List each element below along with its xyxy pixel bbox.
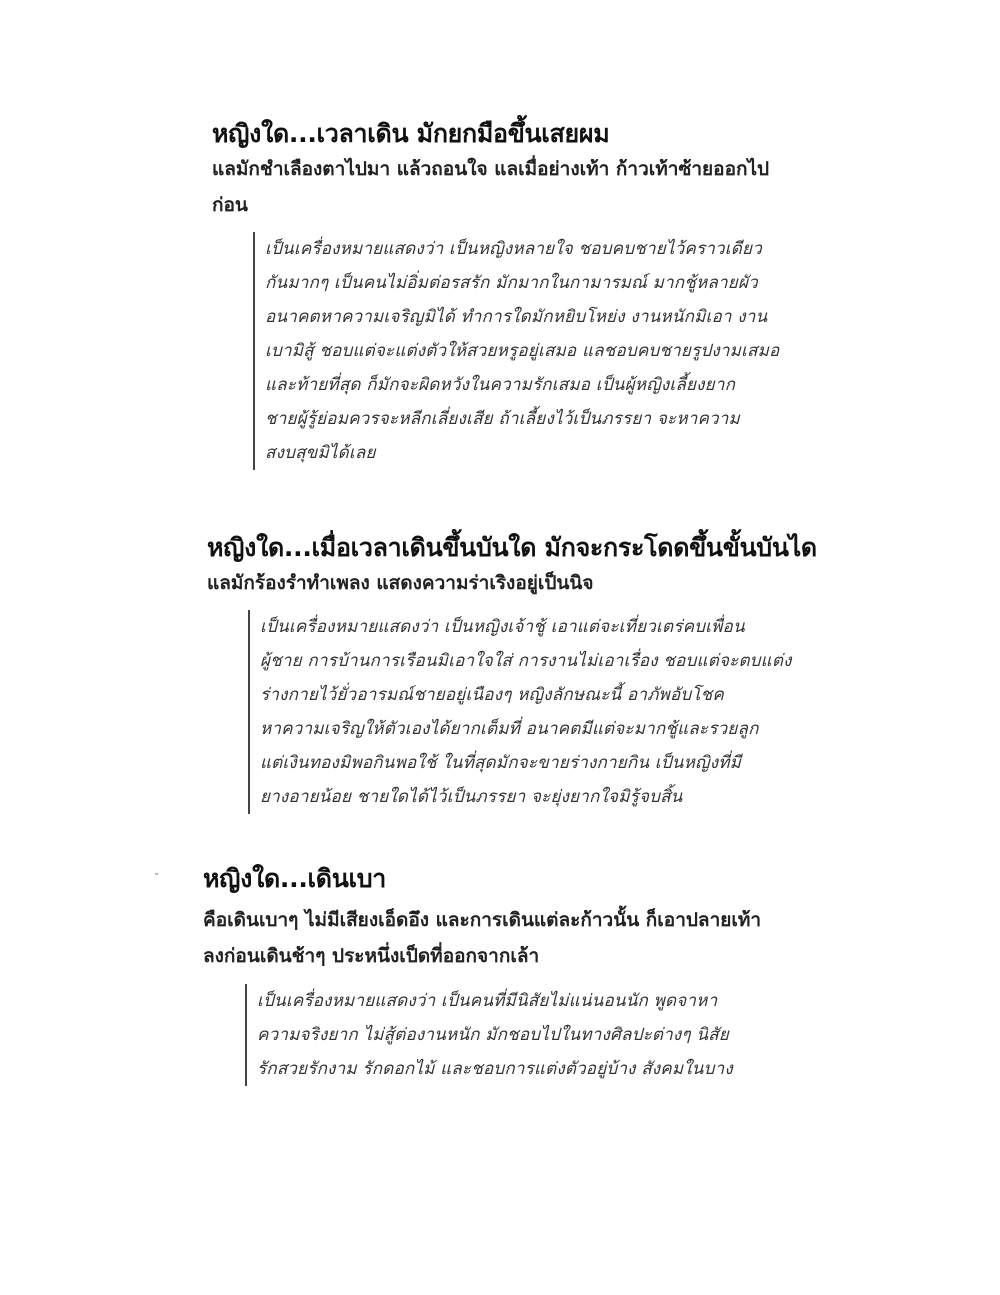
section-2-quote [248,610,830,814]
quote-line: ชายผู้รู้ย่อมควรจะหลีกเลี่ยงเสีย ถ้าเลี้ยงไว้เป็นภรรยา จะหาความ [265,409,740,429]
section-3-quote [245,984,827,1086]
quote-line: ผู้ชาย การบ้านการเรือนมิเอาใจใส่ การงานไม่เอาเรื่อง ชอบแต่จะตบแต่ง [260,651,792,671]
section-1 [212,117,832,223]
section-1-subheading-line: แลมักชำเลืองตาไปมา แล้วถอนใจ แลเมื่อย่างเท้า ก้าวเท้าซ้ายออกไป [212,158,770,180]
section-3-heading: หญิงใด...เดินเบา [203,864,387,893]
section-1-quote [253,232,835,470]
section-3-subheading-line: คือเดินเบาๆ ไม่มีเสียงเอ็ดอึง และการเดินแต่ละก้าวนั้น ก็เอาปลายเท้า [203,909,762,931]
section-1-subheading-line: ก่อน [212,194,248,216]
section-3-subheading-line: ลงก่อนเดินช้าๆ ประหนึ่งเป็ดที่ออกจากเล้า [203,945,540,967]
quote-line: สงบสุขมิได้เลย [265,443,376,463]
quote-line: ยางอายน้อย ชายใดได้ไว้เป็นภรรยา จะยุ่งยากใจมิรู้จบสิ้น [260,787,683,807]
quote-line: ความจริงยาก ไม่สู้ต่องานหนัก มักชอบไปในทางศิลปะต่างๆ นิสัย [257,1025,729,1045]
quote-line: เบามิสู้ ชอบแต่จะแต่งตัวให้สวยหรูอยู่เสมอ แลชอบคบชายรูปงามเสมอ [265,341,780,361]
quote-line: แต่เงินทองมิพอกินพอใช้ ในที่สุดมักจะขายร่างกายกิน เป็นหญิงที่มี [260,753,742,773]
quote-line: เป็นเครื่องหมายแสดงว่า เป็นหญิงเจ้าชู้ เอาแต่จะเที่ยวเตร่คบเพื่อน [260,617,745,637]
quote-line: กันมากๆ เป็นคนไม่อิ่มต่อรสรัก มักมากในกามารมณ์ มากชู้หลายผัว [265,273,758,293]
quote-line: รักสวยรักงาม รักดอกไม้ และชอบการแต่งตัวอยู่บ้าง สังคมในบาง [257,1059,733,1079]
quote-line: หาความเจริญให้ตัวเองได้ยากเต็มที่ อนาคตมีแต่จะมากชู้และรวยลูก [260,719,759,739]
quote-line: เป็นเครื่องหมายแสดงว่า เป็นหญิงหลายใจ ชอบคบชายไว้คราวเดียว [265,239,762,259]
quote-line: ร่างกายไว้ยั่วอารมณ์ชายอยู่เนืองๆ หญิงลักษณะนี้ อาภัพอับโชค [260,685,724,705]
section-2-subheading-line: แลมักร้องรำทำเพลง แสดงความร่าเริงอยู่เป็นนิจ [207,572,594,594]
section-3 [203,862,823,974]
scan-speck [155,873,158,875]
section-2 [207,531,827,601]
quote-line: และท้ายที่สุด ก็มักจะผิดหวังในความรักเสมอ เป็นผู้หญิงเลี้ยงยาก [265,375,736,395]
quote-line: เป็นเครื่องหมายแสดงว่า เป็นคนที่มีนิสัยไม่แน่นอนนัก พูดจาหา [257,991,718,1011]
quote-line: อนาคตหาความเจริญมิได้ ทำการใดมักหยิบโหย่ง งานหนักมิเอา งาน [265,307,768,327]
section-2-heading: หญิงใด...เมื่อเวลาเดินขึ้นบันใด มักจะกระโดดขึ้นขั้นบันได [207,533,817,562]
section-1-heading: หญิงใด...เวลาเดิน มักยกมือขึ้นเสยผม [212,119,610,148]
